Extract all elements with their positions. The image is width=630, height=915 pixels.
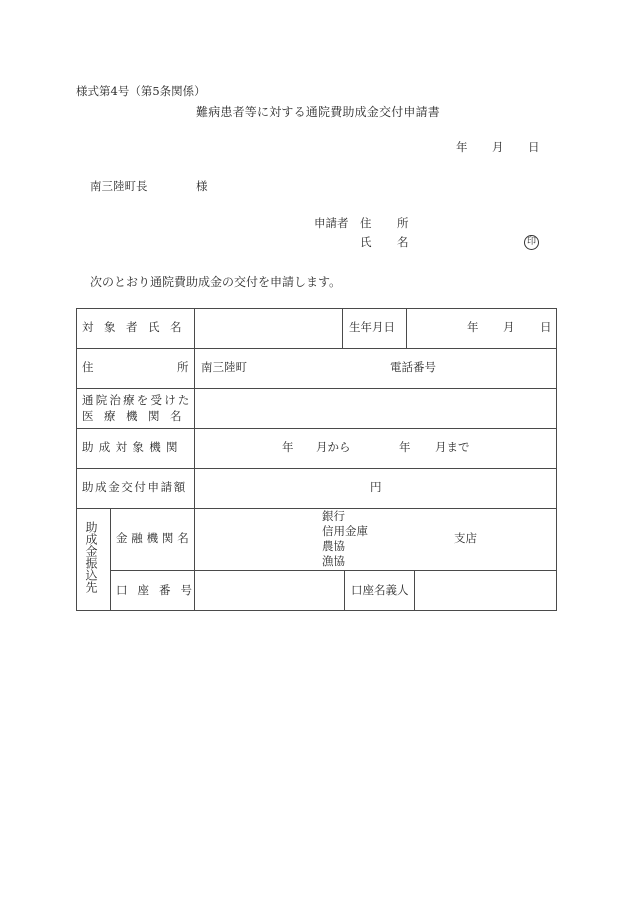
account-holder-label: 口座名義人: [351, 583, 409, 597]
applicant-label: 申請者: [314, 216, 349, 230]
applicant-address-label-2: 所: [397, 216, 409, 230]
period-from-year: 年: [282, 440, 294, 454]
amount-unit: 円: [370, 480, 382, 494]
seal-icon: 印: [524, 235, 539, 250]
clinic-input[interactable]: [195, 389, 556, 428]
clinic-label-line2: 医療機関名: [82, 409, 192, 423]
clinic-label-line1: 通院治療を受けた: [82, 393, 192, 407]
col-divider: [110, 508, 111, 611]
col-divider: [342, 308, 343, 348]
period-from-month: 月から: [316, 440, 351, 454]
addressee-honorific: 様: [196, 179, 208, 193]
address-label-2: 所: [177, 360, 189, 374]
applicant-name-label-2: 名: [397, 235, 409, 249]
col-divider: [344, 570, 345, 611]
bank-name-label: 金融機関名: [116, 531, 193, 545]
applicant-name-label-1: 氏: [360, 235, 372, 249]
subject-name-input[interactable]: [195, 309, 341, 348]
row-divider: [76, 348, 557, 349]
bank-type-nokyo[interactable]: 農協: [322, 539, 345, 553]
document-title: 難病患者等に対する通院費助成金交付申請書: [196, 105, 441, 119]
phone-label: 電話番号: [390, 360, 436, 374]
dob-day: 日: [540, 320, 552, 334]
transfer-group-label: 助成金振込先: [84, 521, 98, 593]
bank-type-options[interactable]: [322, 509, 368, 569]
addressee-name: 南三陸町長: [90, 179, 148, 193]
bank-type-gyokyo[interactable]: 漁協: [322, 554, 345, 568]
period-label: 助成対象機関: [82, 440, 183, 454]
dob-input[interactable]: [407, 309, 556, 348]
row-divider: [76, 428, 557, 429]
bank-type-bank[interactable]: 銀行: [322, 509, 345, 523]
table-border: [76, 308, 557, 611]
address-value[interactable]: 南三陸町: [201, 360, 247, 374]
dob-label: 生年月日: [349, 320, 395, 334]
account-number-label: 口座番号: [116, 583, 202, 597]
bank-type-shinkin[interactable]: 信用金庫: [322, 524, 368, 538]
intro-text: 次のとおり通院費助成金の交付を申請します。: [90, 275, 342, 289]
date-year-label: 年: [456, 140, 468, 154]
date-month-label: 月: [492, 140, 504, 154]
account-holder-input[interactable]: [415, 571, 556, 610]
period-to-month: 月まで: [435, 440, 470, 454]
applicant-address-label-1: 住: [360, 216, 372, 230]
form-number: 様式第4号（第5条関係）: [76, 84, 206, 98]
dob-year: 年: [467, 320, 479, 334]
row-divider: [76, 508, 557, 509]
date-day-label: 日: [528, 140, 540, 154]
amount-label: 助成金交付申請額: [82, 480, 187, 494]
branch-label: 支店: [454, 531, 477, 545]
address-label-1: 住: [82, 360, 94, 374]
subject-name-label: 対象者氏名: [82, 320, 192, 334]
account-number-input[interactable]: [195, 571, 343, 610]
dob-month: 月: [503, 320, 515, 334]
period-to-year: 年: [399, 440, 411, 454]
